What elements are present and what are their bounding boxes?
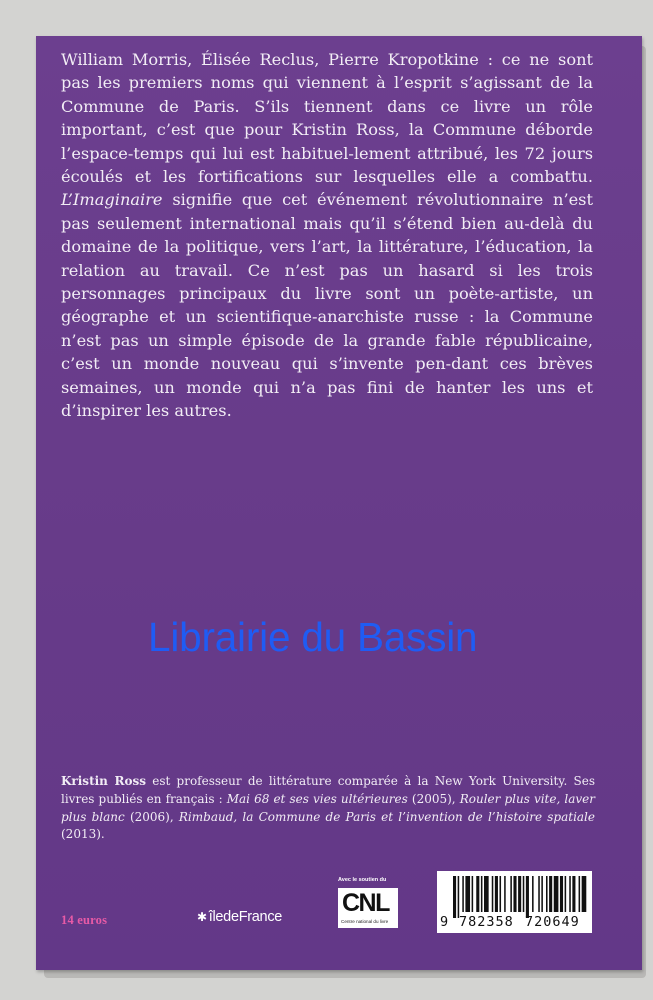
barcode-bar	[523, 876, 525, 912]
barcode-bar	[481, 876, 483, 912]
barcode-bar	[541, 876, 543, 912]
barcode-bar	[462, 876, 464, 912]
bio-text: (2005),	[407, 791, 460, 806]
isbn-barcode	[437, 871, 592, 933]
cnl-logo-subtitle: Centre national du livre	[341, 919, 389, 924]
barcode-left-group: 782358	[459, 914, 514, 930]
barcode-bar	[572, 876, 575, 912]
barcode-bar	[569, 876, 571, 912]
barcode-bar	[554, 876, 559, 912]
barcode-bar	[532, 876, 534, 912]
barcode-bar	[492, 876, 494, 912]
barcode-bar	[484, 876, 489, 912]
barcode-bar	[546, 876, 548, 912]
barcode-bar	[465, 876, 470, 912]
barcode-bar	[518, 876, 521, 912]
ile-de-france-wordmark: îledeFrance	[208, 909, 283, 925]
blurb-line: Commune déborde l’espace-temps qui lui est habituel-	[61, 120, 593, 163]
barcode-bar	[560, 876, 563, 912]
barcode-bar	[538, 876, 540, 912]
blurb-line: dant ces brèves semaines, un monde qui n’a pas fini de	[61, 354, 593, 397]
blurb-line: William Morris, Élisée Reclus, Pierre Kropotkine : ce ne	[61, 50, 550, 69]
barcode-bar	[582, 876, 587, 912]
star-icon: ✱	[197, 910, 207, 924]
barcode-bar	[472, 876, 474, 912]
barcode-bar	[513, 876, 516, 912]
watermark-text: Librairie du Bassin	[148, 614, 478, 660]
blurb-line: cet événement révolutionnaire n’est pas seulement	[61, 190, 593, 233]
barcode-bar	[495, 876, 498, 912]
barcode-bar	[500, 876, 502, 912]
bio-book-title: Mai 68 et ses vies ultérieures	[226, 791, 408, 806]
barcode-bar	[565, 876, 567, 912]
blurb-line: s’agissant de la Commune de Paris. S’ils tiennent dans	[61, 73, 593, 116]
barcode-bar	[526, 876, 529, 918]
blurb-line: lement attribué, les 72 jours écoulés et les fortifications	[61, 143, 593, 187]
blurb-line: républicaine, c’est un monde nouveau qui s’invente pen-	[61, 330, 594, 374]
ile-de-france-logo	[197, 909, 282, 925]
blurb-line: hanter les uns et d’inspirer les autres.	[61, 377, 593, 421]
blurb-line: international mais qu’il s’étend bien au-delà du domaine	[61, 213, 593, 257]
blurb-line: signifie que	[162, 190, 273, 210]
bio-book-title: Rimbaud, la Commune de Paris et l’invention de l’histoire spatiale	[178, 809, 595, 824]
barcode-bar	[453, 876, 456, 918]
bio-text: est professeur de littérature comparée à la New York University. Ses livres publiés en français :	[61, 774, 596, 806]
blurb-paragraph	[61, 48, 593, 423]
book-title-italic: L’Imaginaire	[61, 190, 163, 210]
blurb-line: sur lesquelles elle a combattu.	[314, 167, 593, 187]
bio-book-title: Rouler plus vite, laver plus blanc	[61, 791, 595, 824]
barcode-bar	[476, 876, 479, 912]
price-label: 14 euros	[61, 913, 108, 927]
cnl-caption: Avec le soutien du	[338, 877, 387, 883]
blurb-line: ce livre un rôle important, c’est que pour Kristin Ross, la	[61, 96, 593, 140]
bio-text: (2013).	[61, 827, 105, 842]
author-bio	[61, 773, 595, 844]
cnl-logo	[338, 888, 398, 928]
author-name: Kristin Ross	[61, 774, 146, 788]
barcode-bar	[549, 876, 552, 912]
cnl-logo-text: CNL	[342, 889, 389, 917]
blurb-line: personnages principaux du livre sont un poète-artiste,	[61, 284, 559, 304]
barcode-bar	[458, 876, 460, 918]
blurb-line: sont pas les premiers noms qui viennent à l’esprit	[61, 50, 593, 93]
barcode-bar	[510, 876, 512, 912]
blurb-line: un géographe et un scientifique-anarchiste russe : la	[61, 284, 593, 327]
bio-text: (2006),	[124, 809, 179, 824]
blurb-line: relation au travail. Ce n’est pas un hasard si les trois	[61, 260, 593, 280]
blurb-line: de la politique, vers l’art, la littérature, l’éducation, la	[137, 237, 593, 257]
barcode-bar	[504, 876, 506, 912]
barcode-right-group: 720649	[525, 914, 580, 930]
blurb-line: Commune n’est pas un simple épisode de la grande fable	[61, 307, 593, 350]
barcode-first-digit: 9	[440, 914, 450, 930]
barcode-bar	[579, 876, 581, 912]
